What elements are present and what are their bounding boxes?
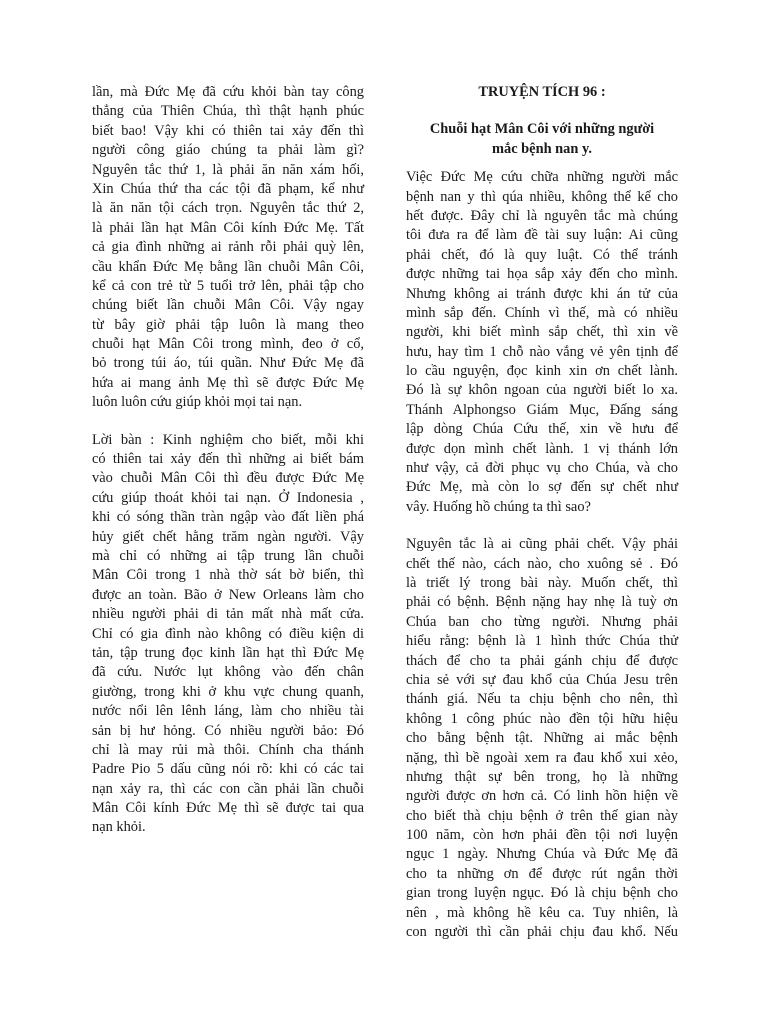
text-line: vây. Huống hồ chúng ta thì sao? (406, 498, 591, 515)
text-line: hủy giết chết hằng trăm ngàn người. Vậy (92, 528, 364, 545)
text-line: cứu giúp thoát khỏi tai nạn. Ở Indonesia , (92, 489, 364, 506)
text-line: Nguyên tắc là ai cũng phải chết. Vậy phải (406, 536, 678, 553)
text-line: có thiên tai xảy đến thì những ai biết bám (92, 451, 364, 468)
text-line: 100 năm, còn hơn phải đền tội nơi luyện (406, 827, 678, 844)
text-line: hưu, hay tìm 1 chỗ nào vắng vẻ yên tịnh để (406, 343, 678, 360)
text-line: chia sẻ với sự đau khổ của Chúa Jesu trên (406, 671, 678, 688)
text-line: Đức Mẹ, mà còn lo sợ đến sự chết như (406, 479, 678, 496)
text-line: giường, trong khi ở khu vực chung quanh, (92, 683, 364, 700)
text-line: Đó là sự khôn ngoan của người biết lo xa. (406, 382, 678, 399)
text-line: mình sắp đến. Chính vì thế, mà có nhiều (406, 304, 678, 321)
text-line: Lời bàn : Kinh nghiệm cho biết, mỗi khi (92, 431, 364, 448)
text-line: là phải lần hạt Mân Côi kính Đức Mẹ. Tất (92, 219, 364, 236)
text-line: Chỉ có gia đình nào không có điều kiện di (92, 625, 364, 642)
text-line: Mân Côi trong 1 nhà thờ sát bờ biển, thì (92, 567, 364, 584)
text-line: thánh giá. Nếu ta chịu bệnh cho nên, thì (406, 691, 678, 708)
text-line: Mân Côi kính Đức Mẹ thì sẽ được tai qua (92, 800, 364, 817)
left-column (92, 83, 364, 856)
text-line: từ bây giờ phải tập luôn là mang theo (92, 316, 364, 333)
text-line: chỉ là may rủi mà thôi. Chính cha thánh (92, 741, 364, 758)
text-line: chúng biết lần chuỗi Mân Côi. Vậy ngay (92, 297, 364, 314)
text-line: cho biết thà chịu bệnh ở trên thế gian này (406, 807, 678, 824)
text-line: biết bao! Vậy khi có thiên tai xảy đến thì (92, 122, 364, 139)
text-line: Thánh Alphongso Giám Mục, Đấng sáng (406, 401, 678, 418)
story-title (406, 83, 678, 102)
text-line: Padre Pio 5 dấu cũng nói rõ: khi có các tai (92, 761, 364, 778)
story-subtitle-line: mắc bệnh nan y. (492, 140, 592, 157)
right-column (406, 83, 678, 960)
text-line: bỏ trong túi áo, túi quần. Như Đức Mẹ đã (92, 355, 364, 372)
paragraph-incurable-illness (406, 168, 678, 517)
text-line: nước nổi lên lênh láng, làm cho nhiều tài (92, 703, 364, 720)
text-line: cho bằng bệnh tật. Những ai mắc bệnh (406, 730, 678, 747)
story-title-text: TRUYỆN TÍCH 96 : (478, 84, 606, 100)
text-line: tôi đưa ra để làm đề tài suy luận: Ai cũng (406, 227, 678, 244)
text-line: gian trong luyện ngục. Đó là chịu bệnh cho (406, 885, 678, 902)
text-line: được dọn mình chết lành. 1 vị thánh lớn (406, 440, 678, 457)
text-line: lập dòng Chúa Cứu thế, xin về hưu để (406, 421, 678, 438)
text-line: khi có sóng thần tràn ngập vào đất liền phá (92, 509, 364, 526)
story-subtitle (406, 120, 678, 159)
text-line: ngục 1 ngày. Nhưng Chúa và Đức Mẹ đã (406, 846, 678, 863)
text-line: phải có bệnh. Bệnh nặng hay nhẹ là tuỳ ơn (406, 594, 678, 611)
text-line: tản, tập trung đọc kinh lần hạt thì Đức Mẹ (92, 644, 364, 661)
text-line: cho ta những ơn để được rút ngắn thời (406, 865, 678, 882)
text-line: Việc Đức Mẹ cứu chữa những người mắc (406, 169, 678, 186)
text-line: người được ơn hơn cả. Có linh hồn hiện về (406, 788, 678, 805)
text-line: nạn khỏi. (92, 819, 146, 836)
text-line: người, khi biết mình sắp chết, thì xin về (406, 324, 678, 341)
text-line: Chúa ban cho từng người. Nhưng phải (406, 613, 678, 630)
paragraph-rosary-disaster (92, 83, 364, 413)
text-line: Nhưng không ai tránh được khi án tử của (406, 285, 678, 302)
text-line: hiểu rằng: bệnh là 1 hình thức Chúa thử (406, 633, 678, 650)
text-line: mà chỉ có những ai tập trung lần chuỗi (92, 547, 364, 564)
text-line: được những tai họa sắp xảy đến cho mình. (406, 266, 678, 283)
text-line: vào chuỗi Mân Côi thì đều được Đức Mẹ (92, 470, 364, 487)
text-line: nên , mà không hề kêu ca. Tuy nhiên, là (406, 904, 678, 921)
text-line: chết thế nào, cách nào, cho xuông sẻ . Đó (406, 555, 678, 572)
text-line: Nguyên tắc thứ 1, là phải ăn năn xám hối, (92, 161, 364, 178)
text-line: nhiều người phải di tản mất nhà mất cửa. (92, 606, 364, 623)
paragraph-commentary (92, 431, 364, 838)
text-line: Xin Chúa thứ tha các tội đã phạm, kể như (92, 180, 364, 197)
text-line: sản bị hư hỏng. Có nhiều người bảo: Đó (92, 722, 364, 739)
text-line: thách để cho ta phải gánh chịu để được (406, 652, 678, 669)
text-line: là ăn năn tội cách trọn. Nguyên tắc thứ 2, (92, 200, 364, 217)
paragraph-principle-of-death (406, 535, 678, 942)
text-line: chuỗi hạt Mân Côi trong mình, đeo ở cổ, (92, 336, 364, 353)
text-line: nạn xảy ra, thì các con cần phải lần chuỗi (92, 780, 364, 797)
text-line: đã cứu. Nước lụt không vào đến chân (92, 664, 364, 681)
story-subtitle-line: Chuỗi hạt Mân Côi với những người (429, 121, 655, 138)
text-line: lo cầu nguyện, đọc kinh xin ơn chết lành. (406, 363, 678, 380)
text-line: không 1 công phúc nào đền tội hữu hiệu (406, 710, 678, 727)
text-line: thẳng của Thiên Chúa, thì thật hạnh phúc (92, 103, 364, 120)
text-line: như vậy, cả đời phục vụ cho Chúa, và cho (406, 460, 678, 477)
text-line: cầu khẩn Đức Mẹ bằng lần chuỗi Mân Côi, (92, 258, 364, 275)
text-line: bệnh nan y thì qúa nhiều, không thể kể cho (406, 188, 678, 205)
text-line: hứa ai mang ảnh Mẹ thì sẽ được Đức Mẹ (92, 374, 364, 391)
text-line: nặng, thì bề ngoài xem ra đau khổ xui xẻo, (406, 749, 678, 766)
text-line: con người thì cần phải chịu đau khổ. Nếu (406, 924, 678, 941)
text-line: luôn luôn cứu giúp khỏi mọi tai nạn. (92, 394, 303, 411)
text-line: nhưng thật sự bên trong, họ là những (406, 768, 678, 785)
text-line: là triết lý trong bài này. Muốn chết, thì (406, 574, 678, 591)
text-line: phải chết, đó là quy luật. Có thể tránh (406, 246, 678, 263)
text-line: được an toàn. Bão ở New Orleans làm cho (92, 586, 364, 603)
text-line: kể cả con trẻ từ 5 tuổi trở lên, phải tập cho (92, 277, 364, 294)
text-line: lần, mà Đức Mẹ đã cứu khỏi bàn tay công (92, 84, 364, 100)
text-line: cả gia đình những ai rảnh rỗi phải quỳ lên, (92, 239, 364, 256)
text-line: hết được. Đây chỉ là nguyên tắc mà chúng (406, 207, 678, 224)
text-line: người công giáo chúng ta phải làm gì? (92, 142, 364, 159)
